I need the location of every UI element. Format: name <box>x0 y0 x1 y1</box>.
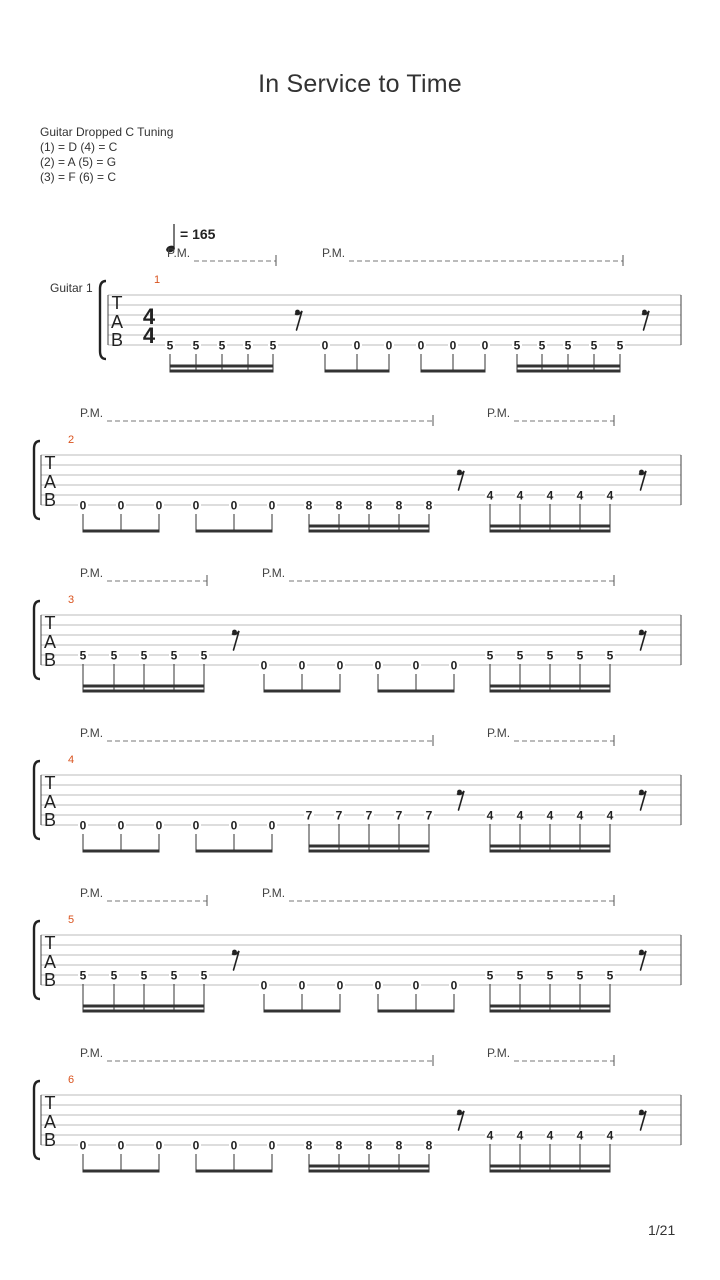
fret-number: 0 <box>192 818 200 833</box>
fret-number: 5 <box>192 338 200 353</box>
fret-number: 7 <box>365 808 373 823</box>
note-beam <box>490 1010 611 1013</box>
note-beam <box>196 530 273 533</box>
fret-number: 0 <box>117 498 125 513</box>
fret-number: 0 <box>79 818 87 833</box>
note-beam <box>170 370 274 373</box>
fret-number: 8 <box>395 1138 403 1153</box>
measure-number: 5 <box>68 914 75 926</box>
time-signature-numerator: 4 <box>142 304 156 329</box>
fret-number: 4 <box>516 488 524 503</box>
measure-number: 3 <box>68 594 75 606</box>
page-number: 1/21 <box>648 1222 676 1238</box>
fret-number: 4 <box>606 1128 614 1143</box>
eighth-rest-icon <box>232 950 239 970</box>
system-bracket <box>34 1081 40 1159</box>
tab-letter: A <box>43 1112 57 1132</box>
fret-number: 5 <box>590 338 598 353</box>
fret-number: 5 <box>140 648 148 663</box>
measure-number: 6 <box>68 1074 75 1086</box>
eighth-rest-icon <box>295 310 302 330</box>
fret-number: 0 <box>336 978 344 993</box>
fret-number: 0 <box>298 978 306 993</box>
tab-letter: T <box>44 453 56 473</box>
fret-number: 8 <box>365 498 373 513</box>
fret-number: 5 <box>110 648 118 663</box>
fret-number: 8 <box>335 1138 343 1153</box>
fret-number: 5 <box>576 648 584 663</box>
fret-number: 5 <box>546 968 554 983</box>
palm-mute-label: P.M. <box>487 726 511 740</box>
fret-number: 0 <box>260 978 268 993</box>
fret-number: 4 <box>486 488 494 503</box>
fret-number: 4 <box>516 808 524 823</box>
note-beam <box>490 1170 611 1173</box>
fret-number: 0 <box>481 338 489 353</box>
palm-mute-label: P.M. <box>80 726 104 740</box>
fret-number: 0 <box>268 498 276 513</box>
tab-letter: B <box>43 810 57 830</box>
fret-number: 5 <box>110 968 118 983</box>
note-beam <box>325 370 390 373</box>
note-beam <box>309 1170 430 1173</box>
palm-mute-label: P.M. <box>487 406 511 420</box>
fret-number: 0 <box>155 1138 163 1153</box>
palm-mute-label: P.M. <box>80 566 104 580</box>
note-beam <box>490 690 611 693</box>
palm-mute-label: P.M. <box>80 1046 104 1060</box>
note-beam <box>83 690 205 693</box>
tab-letter: A <box>43 632 57 652</box>
note-beam <box>264 690 341 693</box>
system-bracket <box>34 921 40 999</box>
fret-number: 0 <box>260 658 268 673</box>
palm-mute-label: P.M. <box>262 566 286 580</box>
fret-number: 0 <box>155 498 163 513</box>
fret-number: 0 <box>336 658 344 673</box>
fret-number: 5 <box>200 648 208 663</box>
fret-number: 5 <box>546 648 554 663</box>
tab-letter: T <box>44 613 56 633</box>
instrument-label: Guitar 1 <box>50 281 93 295</box>
note-beam <box>421 370 486 373</box>
fret-number: 0 <box>117 818 125 833</box>
fret-number: 4 <box>546 488 554 503</box>
note-beam <box>83 530 160 533</box>
note-beam <box>309 1165 430 1168</box>
fret-number: 5 <box>564 338 572 353</box>
fret-number: 7 <box>335 808 343 823</box>
note-beam <box>83 1005 205 1008</box>
fret-number: 0 <box>230 498 238 513</box>
tab-letter: T <box>111 293 123 313</box>
fret-number: 5 <box>486 968 494 983</box>
system-bracket <box>34 761 40 839</box>
fret-number: 8 <box>365 1138 373 1153</box>
fret-number: 4 <box>516 1128 524 1143</box>
fret-number: 5 <box>140 968 148 983</box>
fret-number: 4 <box>576 1128 584 1143</box>
fret-number: 5 <box>166 338 174 353</box>
eighth-rest-icon <box>639 790 646 810</box>
note-beam <box>490 525 611 528</box>
tab-letter: A <box>110 312 124 332</box>
fret-number: 0 <box>450 658 458 673</box>
fret-number: 5 <box>218 338 226 353</box>
tab-letter: T <box>44 773 56 793</box>
note-beam <box>309 845 430 848</box>
note-beam <box>517 370 621 373</box>
note-beam <box>196 1170 273 1173</box>
fret-number: 7 <box>425 808 433 823</box>
fret-number: 5 <box>516 648 524 663</box>
tab-letter: B <box>43 650 57 670</box>
fret-number: 5 <box>576 968 584 983</box>
note-beam <box>517 365 621 368</box>
note-beam <box>83 1010 205 1013</box>
fret-number: 5 <box>269 338 277 353</box>
fret-number: 0 <box>450 978 458 993</box>
tab-letter: A <box>43 792 57 812</box>
fret-number: 0 <box>230 1138 238 1153</box>
fret-number: 4 <box>576 808 584 823</box>
fret-number: 0 <box>117 1138 125 1153</box>
fret-number: 5 <box>513 338 521 353</box>
fret-number: 8 <box>425 1138 433 1153</box>
eighth-rest-icon <box>457 1110 464 1130</box>
tuning-line: (3) = F (6) = C <box>40 170 117 184</box>
fret-number: 7 <box>395 808 403 823</box>
note-beam <box>309 525 430 528</box>
fret-number: 4 <box>546 808 554 823</box>
note-beam <box>490 850 611 853</box>
eighth-rest-icon <box>639 950 646 970</box>
tab-letter: B <box>43 1130 57 1150</box>
fret-number: 0 <box>353 338 361 353</box>
fret-number: 0 <box>412 978 420 993</box>
page-title: In Service to Time <box>258 70 462 98</box>
fret-number: 4 <box>576 488 584 503</box>
note-beam <box>490 530 611 533</box>
fret-number: 0 <box>192 1138 200 1153</box>
fret-number: 4 <box>486 1128 494 1143</box>
fret-number: 5 <box>516 968 524 983</box>
palm-mute-label: P.M. <box>167 246 191 260</box>
fret-number: 0 <box>298 658 306 673</box>
note-beam <box>490 685 611 688</box>
tab-letter: T <box>44 1093 56 1113</box>
note-beam <box>196 850 273 853</box>
measure-number: 2 <box>68 434 75 446</box>
tuning-name: Guitar Dropped C Tuning <box>40 125 174 139</box>
eighth-rest-icon <box>639 470 646 490</box>
note-beam <box>170 365 274 368</box>
eighth-rest-icon <box>457 790 464 810</box>
fret-number: 0 <box>192 498 200 513</box>
time-signature-denominator: 4 <box>142 323 156 348</box>
fret-number: 5 <box>616 338 624 353</box>
tab-letter: B <box>110 330 124 350</box>
fret-number: 8 <box>305 1138 313 1153</box>
palm-mute-label: P.M. <box>487 1046 511 1060</box>
tab-letter: A <box>43 952 57 972</box>
note-beam <box>83 685 205 688</box>
tuning-line: (1) = D (4) = C <box>40 140 118 154</box>
measure-number: 4 <box>68 754 75 766</box>
note-beam <box>378 1010 455 1013</box>
fret-number: 5 <box>244 338 252 353</box>
eighth-rest-icon <box>639 1110 646 1130</box>
eighth-rest-icon <box>639 630 646 650</box>
tab-letter: T <box>44 933 56 953</box>
tuning-line: (2) = A (5) = G <box>40 155 117 169</box>
fret-number: 8 <box>305 498 313 513</box>
palm-mute-label: P.M. <box>80 406 104 420</box>
fret-number: 5 <box>200 968 208 983</box>
system-bracket <box>100 281 106 359</box>
fret-number: 5 <box>170 648 178 663</box>
fret-number: 4 <box>486 808 494 823</box>
fret-number: 0 <box>268 1138 276 1153</box>
note-beam <box>309 530 430 533</box>
system-bracket <box>34 441 40 519</box>
tab-letter: B <box>43 490 57 510</box>
note-beam <box>378 690 455 693</box>
note-beam <box>83 850 160 853</box>
fret-number: 7 <box>305 808 313 823</box>
measure-number: 1 <box>154 274 161 286</box>
fret-number: 4 <box>606 488 614 503</box>
fret-number: 8 <box>425 498 433 513</box>
fret-number: 0 <box>79 498 87 513</box>
fret-number: 0 <box>230 818 238 833</box>
fret-number: 5 <box>79 648 87 663</box>
fret-number: 4 <box>606 808 614 823</box>
note-beam <box>309 850 430 853</box>
fret-number: 0 <box>321 338 329 353</box>
note-beam <box>83 1170 160 1173</box>
fret-number: 5 <box>606 968 614 983</box>
eighth-rest-icon <box>232 630 239 650</box>
fret-number: 5 <box>538 338 546 353</box>
fret-number: 0 <box>417 338 425 353</box>
fret-number: 8 <box>335 498 343 513</box>
fret-number: 0 <box>79 1138 87 1153</box>
tab-letter: B <box>43 970 57 990</box>
note-beam <box>490 845 611 848</box>
fret-number: 0 <box>374 978 382 993</box>
fret-number: 0 <box>374 658 382 673</box>
fret-number: 0 <box>385 338 393 353</box>
tempo-value: = 165 <box>180 226 216 242</box>
system-bracket <box>34 601 40 679</box>
fret-number: 4 <box>546 1128 554 1143</box>
fret-number: 5 <box>170 968 178 983</box>
note-beam <box>490 1005 611 1008</box>
eighth-rest-icon <box>642 310 649 330</box>
fret-number: 0 <box>412 658 420 673</box>
fret-number: 8 <box>395 498 403 513</box>
fret-number: 5 <box>79 968 87 983</box>
tab-letter: A <box>43 472 57 492</box>
fret-number: 0 <box>449 338 457 353</box>
fret-number: 0 <box>268 818 276 833</box>
eighth-rest-icon <box>457 470 464 490</box>
fret-number: 5 <box>486 648 494 663</box>
palm-mute-label: P.M. <box>262 886 286 900</box>
note-beam <box>490 1165 611 1168</box>
fret-number: 5 <box>606 648 614 663</box>
fret-number: 0 <box>155 818 163 833</box>
palm-mute-label: P.M. <box>322 246 346 260</box>
note-beam <box>264 1010 341 1013</box>
palm-mute-label: P.M. <box>80 886 104 900</box>
